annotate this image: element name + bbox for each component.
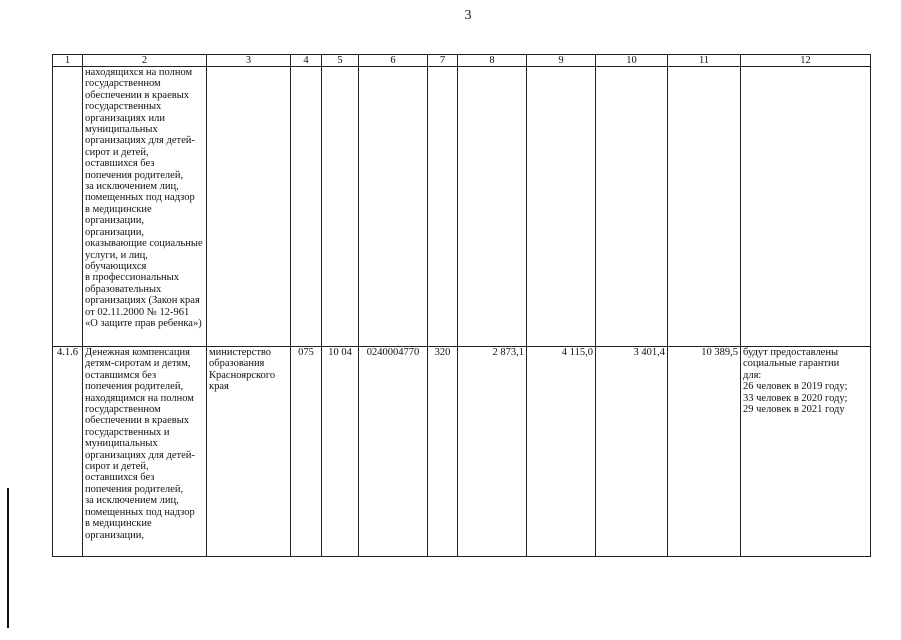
budget-table [52,54,871,557]
amount-total-cell: 10 389,5 [668,347,741,557]
empty-cell [458,67,527,347]
column-number: 10 [596,55,668,67]
item-description-cell: находящихся на полном государственном обеспечении в краевых государственных организациях или муниципальных организациях для детей- сирот и детей, оставшихся без попечения родителей, за исключением лиц, помещенных под надзор в медицинские организации, организации, оказывающие социальные услуги, и лиц, обучающихся в профессиональных образовательных организациях (Закон края от 02.11.2000 № 12-961 «О защите прав ребенка») [83,67,207,347]
item-number-cell: 4.1.6 [53,347,83,557]
table-row-4-1-6 [53,347,871,557]
item-number-cell [53,67,83,347]
amount-2021-cell: 3 401,4 [596,347,668,557]
item-description-cell: Денежная компенсация детям-сиротам и детям, оставшимся без попечения родителей, находящимся на полном государственном обеспечении в краевых государственных и муниципальных организациях для детей- сирот и детей, оставшихся без попечения родителей, за исключением лиц, помещенных под надзор в медицинские организации, [83,347,207,557]
scan-margin-line [7,488,9,628]
column-number: 1 [53,55,83,67]
column-number: 4 [291,55,322,67]
empty-cell [428,67,458,347]
column-number: 2 [83,55,207,67]
empty-cell [207,67,291,347]
empty-cell [668,67,741,347]
grbs-code-cell: 075 [291,347,322,557]
column-number: 12 [741,55,871,67]
amount-2020-cell: 4 115,0 [527,347,596,557]
column-number: 11 [668,55,741,67]
column-number: 5 [322,55,359,67]
column-number: 8 [458,55,527,67]
empty-cell [596,67,668,347]
executor-cell: министерство образования Красноярского края [207,347,291,557]
page-number: 3 [464,8,472,23]
empty-cell [527,67,596,347]
expected-result-cell: будут предоставлены социальные гарантии для: 26 человек в 2019 году; 33 человек в 2020 году; 29 человек в 2021 году [741,347,871,557]
target-article-cell: 0240004770 [359,347,428,557]
empty-cell [741,67,871,347]
column-number-row [53,55,871,67]
column-number: 3 [207,55,291,67]
column-number: 7 [428,55,458,67]
section-code-cell: 10 04 [322,347,359,557]
column-number: 9 [527,55,596,67]
amount-2019-cell: 2 873,1 [458,347,527,557]
table-row-continued [53,67,871,347]
empty-cell [322,67,359,347]
column-number: 6 [359,55,428,67]
empty-cell [291,67,322,347]
empty-cell [359,67,428,347]
expense-type-cell: 320 [428,347,458,557]
